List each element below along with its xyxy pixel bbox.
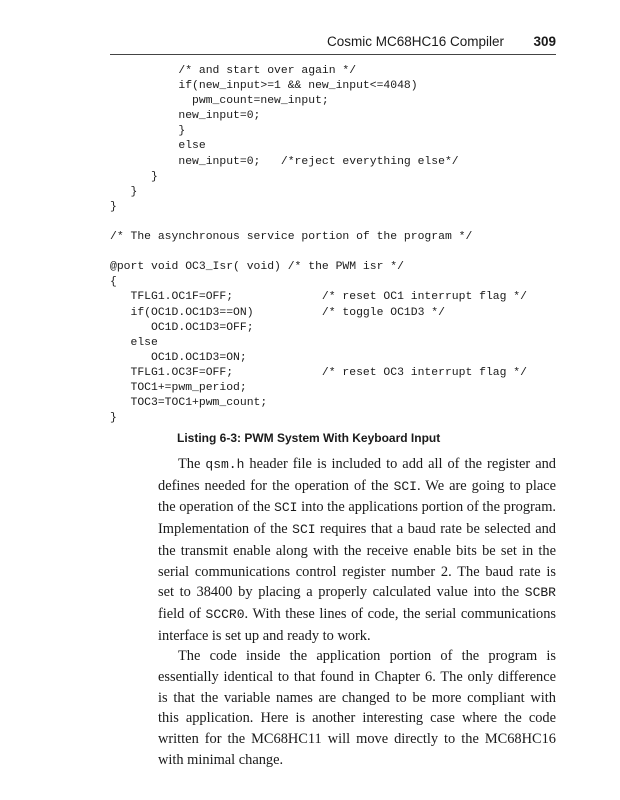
body-text	[158, 454, 556, 771]
running-title: Cosmic MC68HC16 Compiler	[326, 34, 504, 49]
listing-caption: Listing 6-3: PWM System With Keyboard Input	[177, 431, 441, 445]
code-line: }	[110, 200, 117, 213]
inline-code: SCI	[393, 478, 417, 494]
code-line: }	[110, 125, 186, 138]
code-listing	[110, 64, 527, 426]
inline-code: SCBR	[524, 585, 556, 601]
paragraph-1: The qsm.h header file is included to add all of the register and defines needed for the operation of the SCI. We are going to place the operation of the SCI into the applications portion of the program. Implementation of the SCI requires that a baud rate be selected and the transmit enable along with the receive enable bits be set in the serial communications control register number 2. The baud rate is set to 38400 by placing a properly calculated value into the SCBR field of SCCR0. With these lines of code, the serial communications interface is set up and ready to work.	[158, 456, 556, 644]
code-line: /* and start over again */	[110, 65, 357, 77]
inline-code: qsm.h	[205, 457, 245, 472]
code-line: TOC3=TOC1+pwm_count;	[110, 397, 268, 410]
inline-code: SCCR0	[205, 606, 245, 622]
code-line: if(OC1D.OC1D3==ON) /* toggle OC1D3 */	[110, 306, 445, 319]
inline-code: SCI	[274, 500, 298, 516]
code-line: OC1D.OC1D3=OFF;	[110, 321, 254, 334]
code-line: }	[110, 170, 158, 183]
code-line: TOC1+=pwm_period;	[110, 381, 247, 394]
code-line: TFLG1.OC1F=OFF; /* reset OC1 interrupt flag */	[110, 291, 527, 304]
code-line: OC1D.OC1D3=ON;	[110, 351, 247, 364]
code-line: else	[110, 336, 158, 349]
code-line: }	[110, 412, 117, 425]
code-line: TFLG1.OC3F=OFF; /* reset OC3 interrupt flag */	[110, 366, 527, 379]
code-line: new_input=0; /*reject everything else*/	[110, 155, 459, 168]
page-number: 309	[533, 34, 556, 49]
code-line: else	[110, 140, 206, 153]
page-header	[110, 32, 556, 55]
code-line: @port void OC3_Isr( void) /* the PWM isr */	[110, 261, 404, 274]
code-line: new_input=0;	[110, 110, 261, 123]
code-line: if(new_input>=1 && new_input<=4048)	[110, 80, 418, 93]
code-line: pwm_count=new_input;	[110, 95, 329, 108]
code-line: }	[110, 185, 138, 198]
paragraph-2: The code inside the application portion of the program is essentially identical to that found in Chapter 6. The only difference is that the variable names are changed to be more compliant with this application. Here is another interesting case where the code written for the MC68HC11 will move directly to the MC68HC16 with minimal change.	[158, 648, 556, 768]
code-line: {	[110, 276, 117, 289]
inline-code: SCI	[292, 522, 316, 538]
code-comment-line: /* The asynchronous service portion of the program */	[110, 231, 473, 244]
